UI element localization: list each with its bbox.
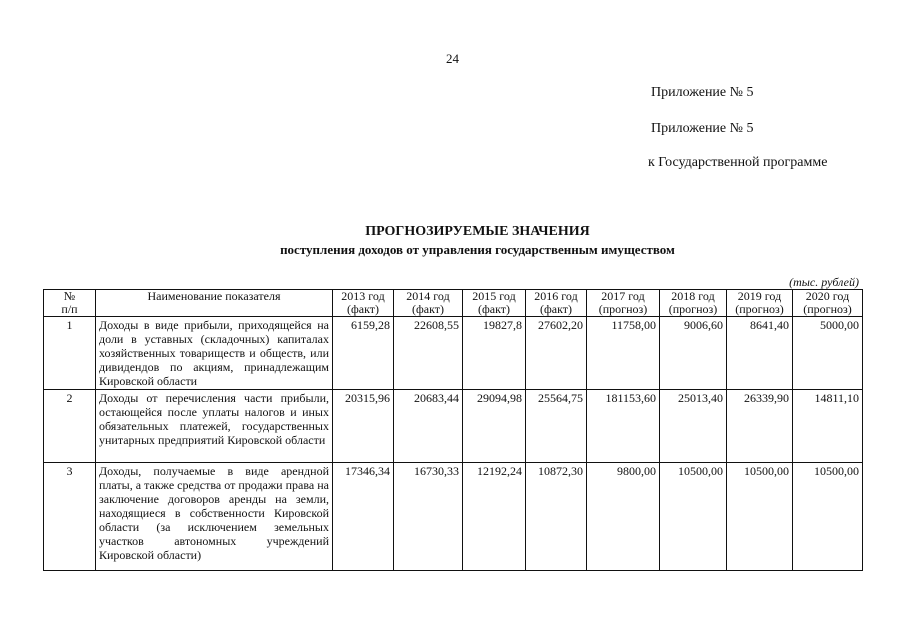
value-cell: 6159,28 bbox=[333, 317, 394, 390]
row-number: 2 bbox=[44, 390, 96, 463]
row-number: 1 bbox=[44, 317, 96, 390]
indicator-name: Доходы от перечисления части прибыли, остающейся после уплаты налогов и иных обязательных платежей, государственных унитарных предприятий Кировской области bbox=[96, 390, 333, 463]
table-row bbox=[44, 390, 863, 463]
header-year bbox=[587, 290, 660, 317]
header-year-label: 2014 год bbox=[406, 289, 450, 303]
header-year-label: 2019 год bbox=[737, 289, 782, 303]
value-cell: 19827,8 bbox=[463, 317, 526, 390]
table-row bbox=[44, 317, 863, 390]
value-cell: 10500,00 bbox=[727, 463, 793, 571]
appendix-label: Приложение № 5 bbox=[651, 85, 754, 100]
appendix-label-repeat: Приложение № 5 bbox=[651, 121, 754, 136]
value-cell: 10872,30 bbox=[526, 463, 587, 571]
value-cell: 25564,75 bbox=[526, 390, 587, 463]
header-num-line1: № bbox=[63, 289, 76, 303]
value-cell: 20683,44 bbox=[394, 390, 463, 463]
header-year-type: (факт) bbox=[346, 302, 379, 316]
value-cell: 26339,90 bbox=[727, 390, 793, 463]
value-cell: 16730,33 bbox=[394, 463, 463, 571]
header-year bbox=[793, 290, 863, 317]
header-year-label: 2020 год bbox=[805, 289, 850, 303]
appendix-program-ref: к Государственной программе bbox=[648, 155, 828, 170]
value-cell: 8641,40 bbox=[727, 317, 793, 390]
indicator-name: Доходы, получаемые в виде арендной платы, а также средства от продажи права на заключение договоров аренды на земли, находящиеся в собственности Кировской области (за исключением земельных участков автономных учреждений Кировской области) bbox=[96, 463, 333, 571]
value-cell: 5000,00 bbox=[793, 317, 863, 390]
header-year-type: (факт) bbox=[539, 302, 572, 316]
header-name: Наименование показателя bbox=[96, 290, 333, 317]
table-header-row bbox=[44, 290, 863, 317]
header-year-type: (факт) bbox=[477, 302, 510, 316]
value-cell: 27602,20 bbox=[526, 317, 587, 390]
value-cell: 9800,00 bbox=[587, 463, 660, 571]
indicator-name: Доходы в виде прибыли, приходящейся на доли в уставных (складочных) капиталах хозяйственных товариществ и обществ, или дивидендов по акциям, принадлежащим Кировской области bbox=[96, 317, 333, 390]
value-cell: 181153,60 bbox=[587, 390, 660, 463]
header-year-label: 2013 год bbox=[341, 289, 385, 303]
value-cell: 25013,40 bbox=[660, 390, 727, 463]
header-year-label: 2018 год bbox=[671, 289, 715, 303]
value-cell: 17346,34 bbox=[333, 463, 394, 571]
header-year bbox=[463, 290, 526, 317]
value-cell: 10500,00 bbox=[793, 463, 863, 571]
page-number: 24 bbox=[446, 51, 459, 66]
value-cell: 29094,98 bbox=[463, 390, 526, 463]
header-year-label: 2016 год bbox=[534, 289, 578, 303]
value-cell: 14811,10 bbox=[793, 390, 863, 463]
units-note: (тыс. рублей) bbox=[789, 275, 859, 289]
header-year-label: 2017 год bbox=[601, 289, 645, 303]
header-year bbox=[333, 290, 394, 317]
value-cell: 20315,96 bbox=[333, 390, 394, 463]
header-year-type: (прогноз) bbox=[803, 302, 852, 316]
value-cell: 12192,24 bbox=[463, 463, 526, 571]
header-year-type: (прогноз) bbox=[735, 302, 784, 316]
revenue-table bbox=[43, 289, 863, 571]
header-year-label: 2015 год bbox=[472, 289, 516, 303]
header-year-type: (прогноз) bbox=[668, 302, 718, 316]
header-year bbox=[394, 290, 463, 317]
value-cell: 10500,00 bbox=[660, 463, 727, 571]
header-year-type: (факт) bbox=[411, 302, 444, 316]
value-cell: 22608,55 bbox=[394, 317, 463, 390]
document-subtitle: поступления доходов от управления государственным имуществом bbox=[280, 242, 675, 257]
header-num bbox=[44, 290, 96, 317]
header-year bbox=[660, 290, 727, 317]
header-year bbox=[727, 290, 793, 317]
header-year-type: (прогноз) bbox=[598, 302, 648, 316]
document-title: ПРОГНОЗИРУЕМЫЕ ЗНАЧЕНИЯ bbox=[365, 224, 590, 239]
value-cell: 11758,00 bbox=[587, 317, 660, 390]
header-year bbox=[526, 290, 587, 317]
value-cell: 9006,60 bbox=[660, 317, 727, 390]
table-row bbox=[44, 463, 863, 571]
header-num-line2: п/п bbox=[61, 302, 78, 316]
row-number: 3 bbox=[44, 463, 96, 571]
